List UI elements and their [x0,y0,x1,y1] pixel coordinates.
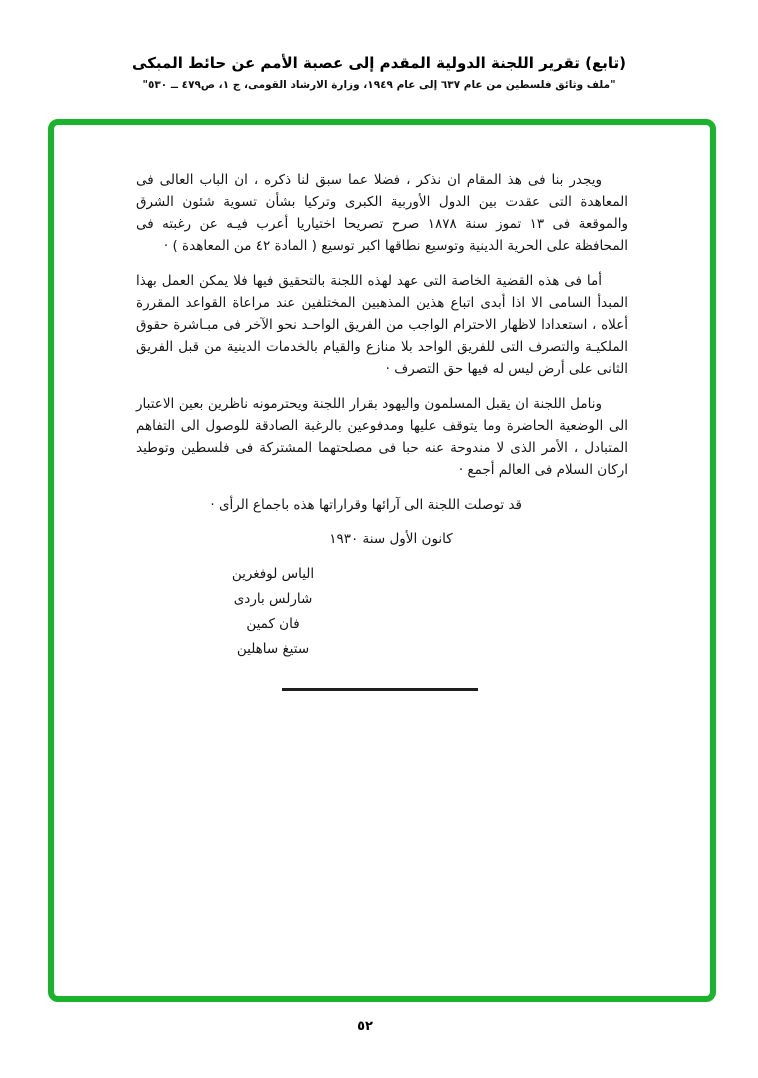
scanned-text-block [136,169,628,691]
signature-sahlin: ستيغ ساهلين [236,641,310,657]
paragraph-treaty: ويجدر بنا فى هذ المقام ان نذكر ، فضلا عما سبق لنا ذكره ، ان الباب العالى فى المعاهدة التى عقدت بين الدول الأوربية الكبرى وتركيا بشأن تسوية شئون الشرق والموقعة فى ١٣ تموز سنة ١٨٧٨ صرح تصريحا اختياريا أعرب فيـه عن رغبته فى المحافظة على الحرية الدينية وتوسيع نطاقها اكبر توسيع ( المادة ٤٢ من المعاهدة ) · [136,172,629,254]
paragraph-commission-case: أما فى هذه القضية الخاصة التى عهد لهذه اللجنة بالتحقيق فيها فلا يمكن العمل بهذا المبدأ السامى الا اذا أبدى اتباع هذين المذهبين المختلفين عند مراعاة القواعد المقررة أعلاه ، استعدادا لاظهار الاحترام الواجب من الفريق الواحـد نحو الآخر فى مبـاشرة حقوق الملكيـة والتصرف التى للفريق الواحد بلا منازع والقيام بالخدمات الدينية من قبل الفريق الثانى على أرض ليس له فيها حق التصرف · [136,273,628,377]
paragraph-hope: ونامل اللجنة ان يقبل المسلمون واليهود بقرار اللجنة ويحترمونه ناظرين بعين الاعتبار الى الوضعية الحاضرة وما يتوقف عليها ومدفوعين بالرغبة الصادقة للوصول الى التفاهم المتبادل ، الأمر الذى لا مندوحة عنه حبا فى مصلحتهما المشتركة فى فلسطين وتوطيد اركان السلام فى العالم أجمع · [136,396,628,478]
date-line: كانون الأول سنة ١٩٣٠ [329,531,453,547]
signature-divider-line [282,688,478,691]
signature-barde: شارلس باردى [233,591,313,607]
page-number: ٥٢ [357,1019,373,1034]
green-highlight-border [48,119,716,1002]
document-title: (تابع) تقرير اللجنة الدولية المقدم إلى عصبة الأمم عن حائط المبكى [132,54,626,72]
document-source-citation: "ملف وثائق فلسطين من عام ٦٣٧ إلى عام ١٩٤٩، وزارة الارشاد القومى، ج ١، ص٤٧٩ ــ ٥٣٠" [142,79,616,91]
signature-lofgren: الياس لوفغرين [231,566,315,582]
closing-line: قد توصلت اللجنة الى آرائها وقراراتها هذه باجماع الرأى · [210,497,522,513]
page-header [0,0,758,91]
signatures-block [198,562,348,662]
signature-van-kempen: فان كمين [246,616,300,632]
